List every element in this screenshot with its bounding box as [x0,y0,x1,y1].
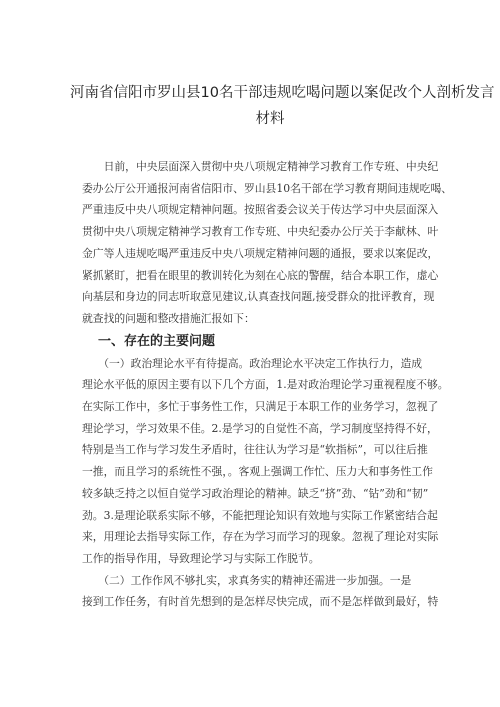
intro-line: 严重违反中央八项规定精神问题。按照省委会议关于传达学习中央层面深入 [82,203,439,217]
intro-line: 委办公厅公开通报河南省信阳市、罗山县10名干部在学习教育期间违规吃喝、 [82,181,453,195]
paragraph-line: 劲。3.是理论联系实际不够，不能把理论知识有效地与实际工作紧密结合起 [82,508,438,522]
paragraph-line: （二）工作作风不够扎实，求真务实的精神还需进一步加强。一是 [82,573,412,587]
intro-line: 金广等人违规吃喝严重违反中央八项规定精神问题的通报，要求以案促改， [82,246,439,260]
document-body [82,156,466,613]
intro-paragraph [82,156,466,330]
intro-line: 日前，中央层面深入贯彻中央八项规定精神学习教育工作专班、中央纪 [82,160,439,173]
title-line-2: 材料 [255,111,285,127]
paragraph-line: 理论学习，学习效果不佳。2.是学习的自觉性不高，学习制度坚持得不好， [82,421,438,435]
paragraph-line: 在实际工作中，多忙于事务性工作，只满足于本职工作的业务学习，忽视了 [82,400,439,414]
paragraph-line: 理论水平低的原因主要有以下几个方面，1.是对政治理论学习重视程度不够。 [82,378,449,392]
intro-line: 就查找的问题和整改措施汇报如下： [82,311,255,325]
title-line-1: 河南省信阳市罗山县10名干部违规吃喝问题以案促改个人剖析发言 [70,85,495,101]
paragraph-line: 特别是当工作与学习发生矛盾时，往往认为学习是“软指标”，可以往后推 [82,443,428,457]
document-title [70,80,495,132]
section-heading: 一、存在的主要问题 [98,333,216,349]
paragraph-line: 来，用理论去指导实际工作，存在为学习而学习的现象。忽视了理论对实际 [82,530,439,544]
intro-line: 紧抓紧盯，把看在眼里的教训转化为刻在心底的警醒，结合本职工作，虚心 [82,268,439,282]
paragraph-line: 一推，而且学习的系统性不强，。客观上强调工作忙、压力大和事务性工作 [82,465,433,479]
section1-paragraph-2 [82,570,466,613]
section1-paragraph-1 [82,353,466,570]
paragraph-line: 较多缺乏持之以恒自觉学习政治理论的精神。缺乏“挤”劲、“钻”劲和“韧” [82,486,429,500]
paragraph-line: 接到工作任务，有时首先想到的是怎样尽快完成，而不是怎样做到最好，特 [82,595,439,609]
intro-line: 贯彻中央八项规定精神学习教育工作专班、中央纪委办公厅关于李献林、叶 [82,225,439,239]
intro-line: 向基层和身边的同志听取意见建议,认真查找问题,接受群众的批评教育，现 [82,290,435,304]
paragraph-line: 工作的指导作用，导致理论学习与实际工作脱节。 [82,551,320,565]
paragraph-line: （一）政治理论水平有待提高。政治理论水平决定工作执行力，造成 [82,356,423,370]
